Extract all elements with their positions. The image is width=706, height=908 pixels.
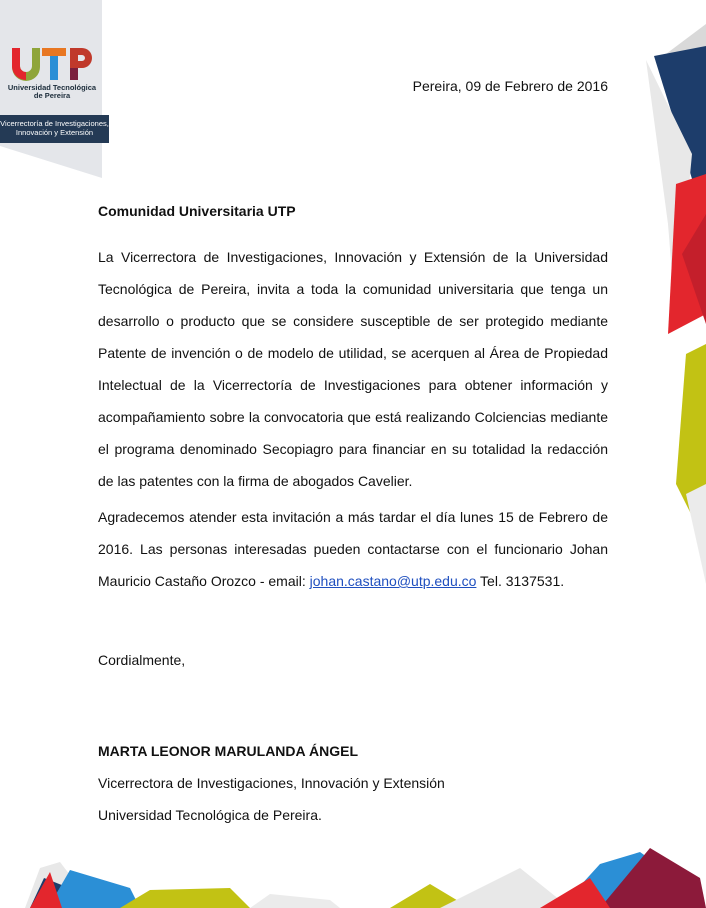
signer-name: MARTA LEONOR MARULANDA ÁNGEL <box>98 743 359 759</box>
email-link[interactable]: johan.castano@utp.edu.co <box>309 573 477 589</box>
paragraph-contact <box>98 501 608 597</box>
paragraph-invitation: La Vicerrectora de Investigaciones, Innovación y Extensión de la Universidad Tecnológica de Pereira, invita a toda la comunidad universitaria que tenga un desarrollo o producto que se considere susceptible de ser protegido mediante Patente de invención o de modelo de utilidad, se acerquen al Área de Propiedad Intelectual de la Vicerrectoría de Investigaciones para obtener información y acompañamiento sobre la convocatoria que está realizando Colciencias mediante el programa denominado Secopiagro para financiar en su totalidad la redacción de las patentes con la firma de abogados Cavelier. <box>98 249 608 489</box>
signature-block <box>98 735 445 831</box>
office-name-band: Vicerrectoría de Investigaciones, Innovación y Extensión <box>0 115 109 143</box>
utp-logo-icon <box>10 44 96 84</box>
signer-title: Vicerrectora de Investigaciones, Innovación y Extensión <box>98 775 445 791</box>
bottom-decoration <box>0 828 706 908</box>
letter-body <box>98 201 608 601</box>
institution-name: Universidad Tecnológica de Pereira <box>7 83 97 100</box>
phone-text: Tel. 3137531. <box>476 573 565 589</box>
signer-org: Universidad Tecnológica de Pereira. <box>98 807 322 823</box>
right-decoration <box>646 24 706 664</box>
greeting: Comunidad Universitaria UTP <box>98 203 296 219</box>
paragraph-contact-text: Agradecemos atender esta invitación a más tardar el día lunes 15 de Febrero de 2016. Las personas interesadas pueden contactarse con el funcionario Johan Mauricio Castaño Orozco - email: <box>98 509 608 589</box>
letter-date: Pereira, 09 de Febrero de 2016 <box>412 78 608 94</box>
closing: Cordialmente, <box>98 652 186 668</box>
